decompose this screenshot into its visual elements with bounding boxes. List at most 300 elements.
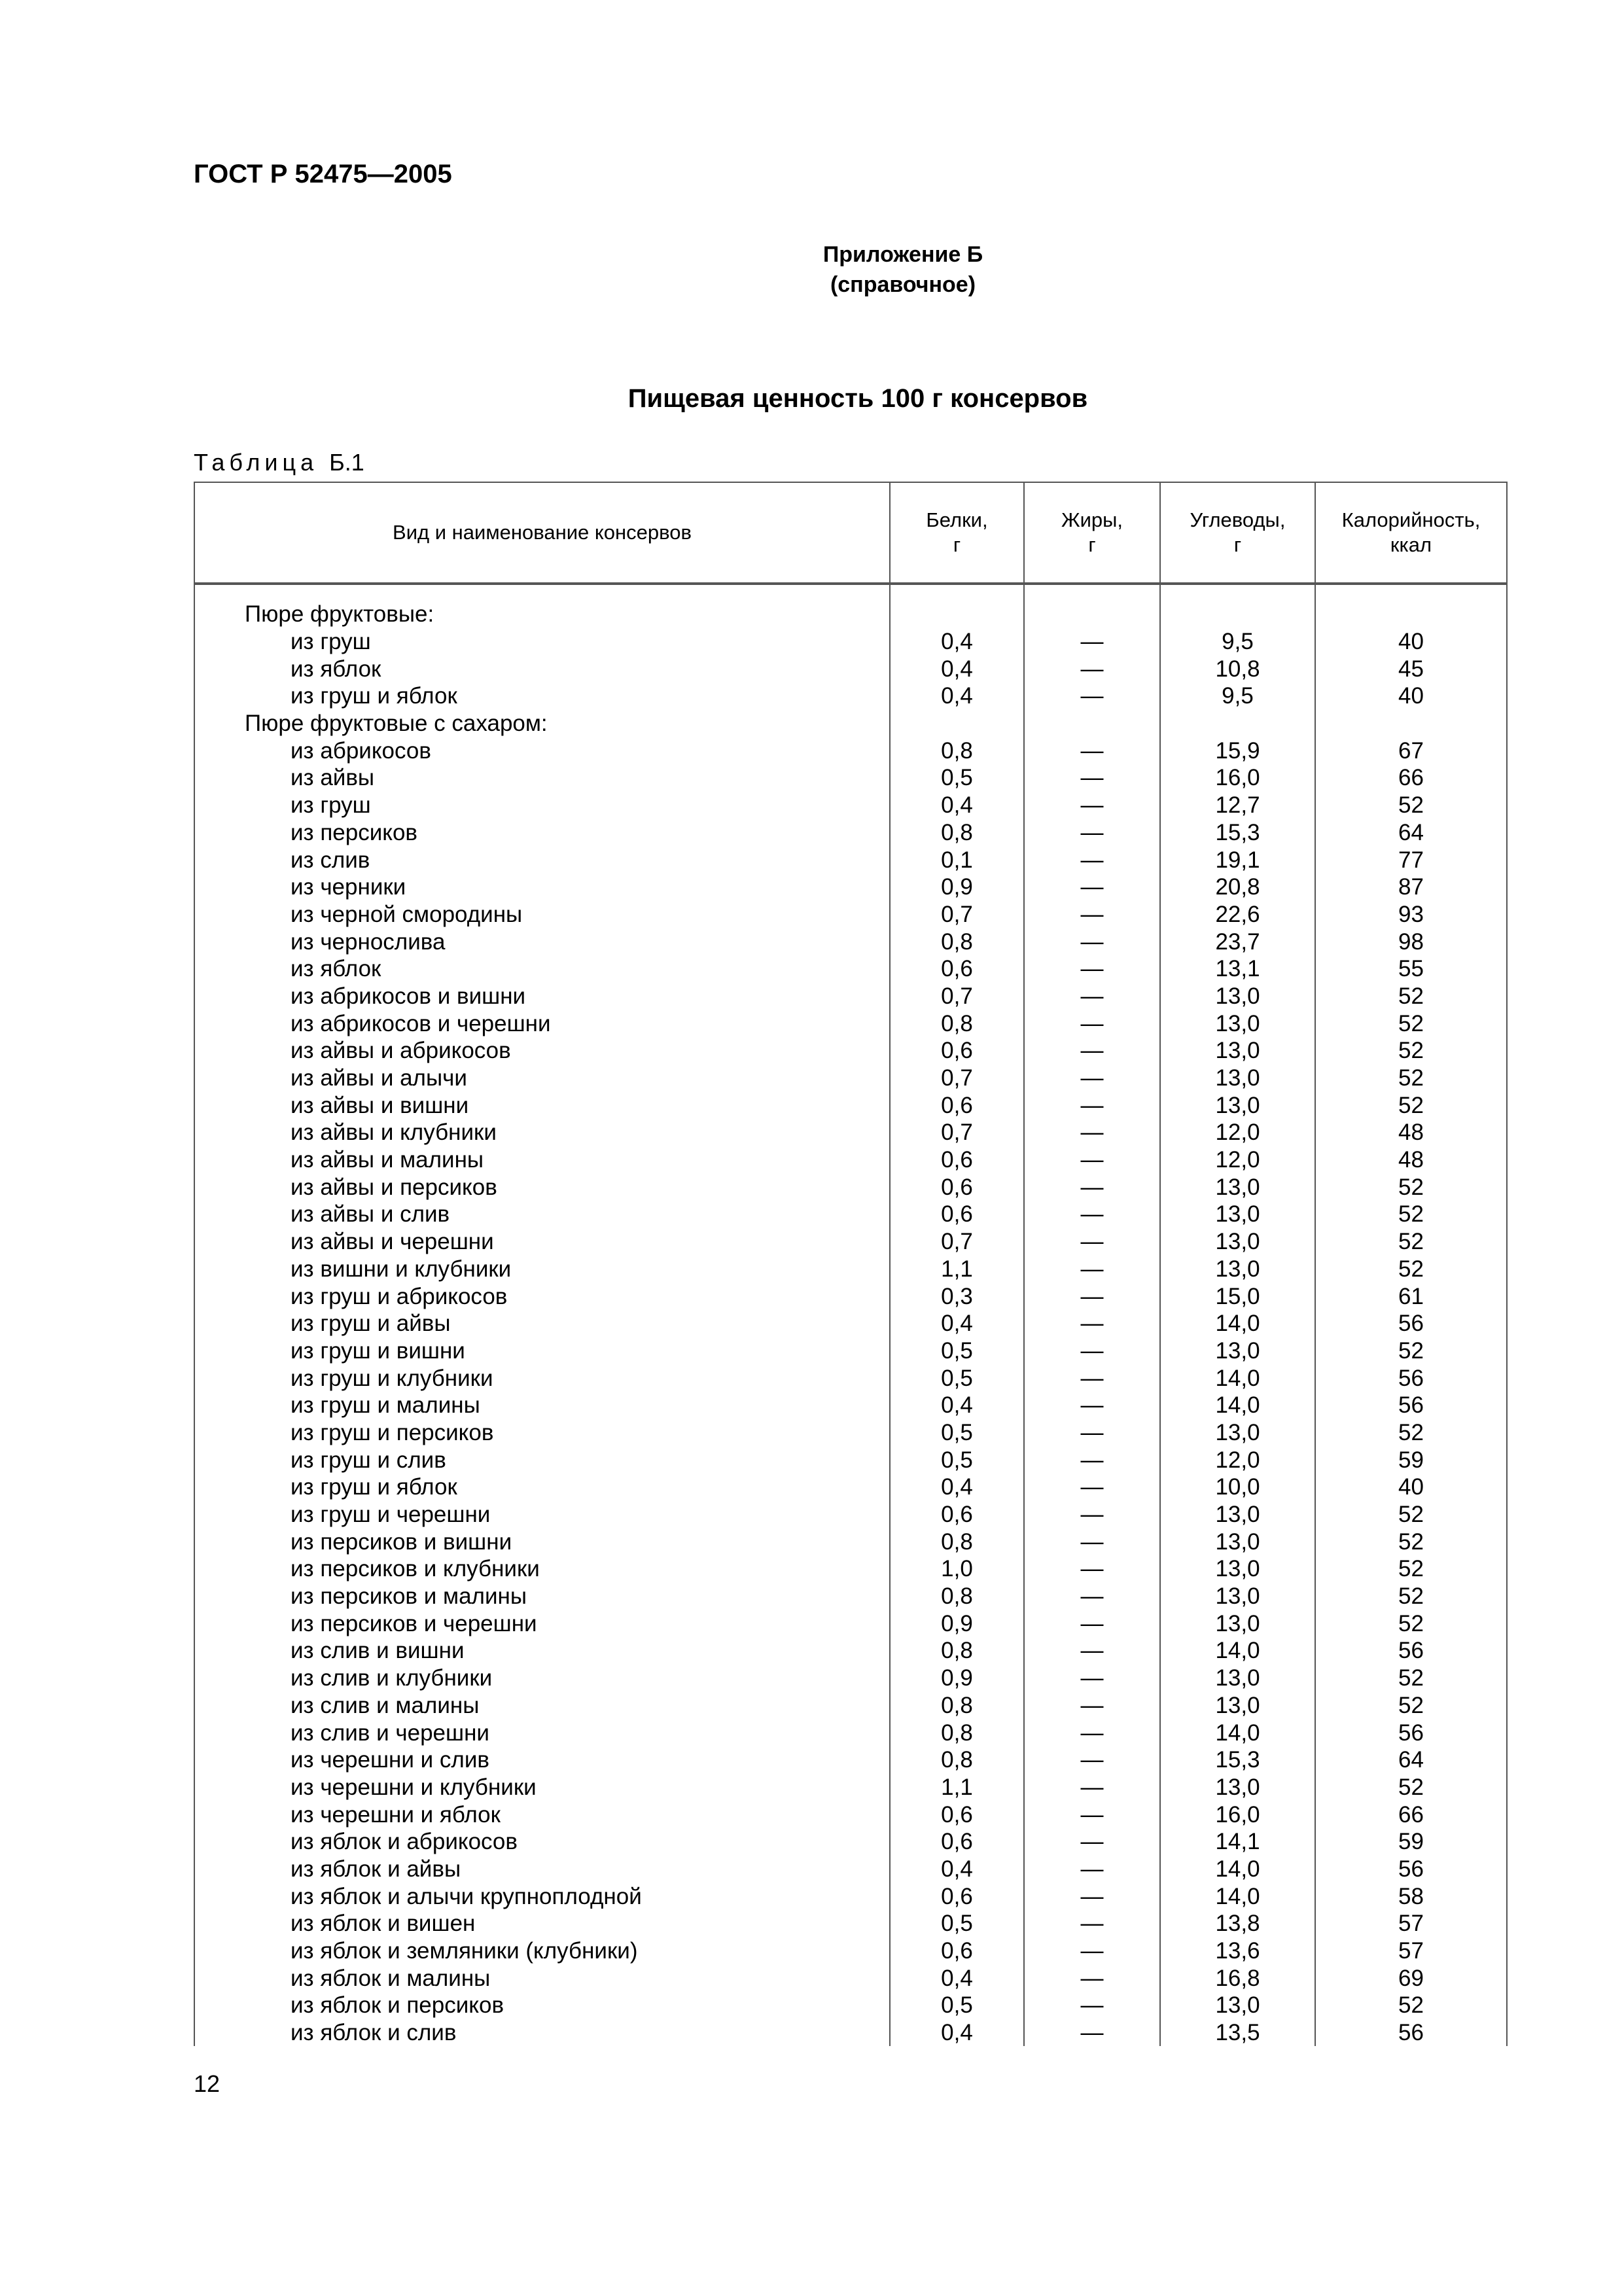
table-row xyxy=(194,1528,1507,1555)
cell-name: из айвы и слив xyxy=(194,1201,890,1228)
cell-name: из айвы и малины xyxy=(194,1146,890,1174)
cell-name: из черешни и клубники xyxy=(194,1774,890,1801)
cell-fat: — xyxy=(1024,1337,1160,1365)
cell-protein: 0,8 xyxy=(890,1637,1024,1665)
table-row xyxy=(194,874,1507,901)
cell-calories: 52 xyxy=(1315,1992,1507,2019)
table-row xyxy=(194,928,1507,955)
cell-calories xyxy=(1315,601,1507,628)
cell-carbs: 13,5 xyxy=(1160,2019,1315,2046)
cell-calories: 52 xyxy=(1315,1555,1507,1583)
cell-carbs: 13,0 xyxy=(1160,1173,1315,1201)
cell-calories: 48 xyxy=(1315,1119,1507,1146)
cell-name: из абрикосов и черешни xyxy=(194,1010,890,1037)
cell-calories: 56 xyxy=(1315,1364,1507,1392)
cell-calories: 56 xyxy=(1315,1392,1507,1419)
cell-name: из яблок и вишен xyxy=(194,1910,890,1937)
cell-name: из персиков и вишни xyxy=(194,1528,890,1555)
cell-fat: — xyxy=(1024,1419,1160,1447)
cell-fat: — xyxy=(1024,1801,1160,1828)
cell-carbs: 16,0 xyxy=(1160,1801,1315,1828)
cell-name: из груш и клубники xyxy=(194,1364,890,1392)
cell-calories: 52 xyxy=(1315,1201,1507,1228)
table-row xyxy=(194,1746,1507,1774)
cell-calories: 61 xyxy=(1315,1282,1507,1310)
cell-protein: 0,7 xyxy=(890,1119,1024,1146)
cell-name: из яблок и персиков xyxy=(194,1992,890,2019)
cell-carbs: 15,0 xyxy=(1160,1282,1315,1310)
table-row xyxy=(194,1964,1507,1992)
cell-calories: 69 xyxy=(1315,1964,1507,1992)
cell-carbs: 16,8 xyxy=(1160,1964,1315,1992)
cell-carbs: 19,1 xyxy=(1160,846,1315,874)
cell-fat: — xyxy=(1024,1065,1160,1092)
cell-calories: 52 xyxy=(1315,1037,1507,1065)
table-row xyxy=(194,1801,1507,1828)
cell-name: из груш и яблок xyxy=(194,682,890,710)
cell-calories: 58 xyxy=(1315,1882,1507,1910)
table-row xyxy=(194,2019,1507,2046)
table-row xyxy=(194,1774,1507,1801)
cell-carbs: 13,0 xyxy=(1160,1256,1315,1283)
cell-protein: 0,9 xyxy=(890,1610,1024,1637)
cell-carbs: 12,0 xyxy=(1160,1446,1315,1474)
cell-protein: 0,8 xyxy=(890,737,1024,764)
cell-protein: 0,4 xyxy=(890,655,1024,682)
cell-name: из айвы и черешни xyxy=(194,1228,890,1256)
cell-protein: 0,8 xyxy=(890,1692,1024,1720)
cell-protein: 1,1 xyxy=(890,1256,1024,1283)
cell-fat: — xyxy=(1024,1228,1160,1256)
cell-carbs: 13,0 xyxy=(1160,1037,1315,1065)
cell-carbs: 13,0 xyxy=(1160,1091,1315,1119)
cell-name: из груш и яблок xyxy=(194,1474,890,1501)
table-row xyxy=(194,1364,1507,1392)
cell-fat: — xyxy=(1024,983,1160,1010)
appendix-heading xyxy=(700,239,1106,300)
cell-carbs: 14,0 xyxy=(1160,1364,1315,1392)
cell-calories: 52 xyxy=(1315,1173,1507,1201)
cell-fat: — xyxy=(1024,1528,1160,1555)
table-row xyxy=(194,1692,1507,1720)
cell-fat: — xyxy=(1024,1010,1160,1037)
cell-protein: 0,8 xyxy=(890,928,1024,955)
cell-fat: — xyxy=(1024,1119,1160,1146)
cell-fat: — xyxy=(1024,1992,1160,2019)
cell-carbs: 13,1 xyxy=(1160,955,1315,983)
cell-name: из абрикосов xyxy=(194,737,890,764)
table-row xyxy=(194,1146,1507,1174)
cell-carbs: 14,0 xyxy=(1160,1310,1315,1337)
cell-fat: — xyxy=(1024,2019,1160,2046)
cell-calories: 56 xyxy=(1315,2019,1507,2046)
cell-carbs: 12,0 xyxy=(1160,1146,1315,1174)
cell-carbs: 10,0 xyxy=(1160,1474,1315,1501)
cell-calories: 52 xyxy=(1315,1228,1507,1256)
cell-carbs: 13,0 xyxy=(1160,1065,1315,1092)
cell-name: из персиков и клубники xyxy=(194,1555,890,1583)
cell-carbs: 15,3 xyxy=(1160,1746,1315,1774)
cell-protein: 0,4 xyxy=(890,1856,1024,1883)
cell-carbs: 14,0 xyxy=(1160,1856,1315,1883)
cell-name: из груш и черешни xyxy=(194,1501,890,1528)
cell-calories: 57 xyxy=(1315,1910,1507,1937)
table-row xyxy=(194,1119,1507,1146)
cell-protein: 0,3 xyxy=(890,1282,1024,1310)
table-row xyxy=(194,1856,1507,1883)
table-row xyxy=(194,1065,1507,1092)
cell-protein: 0,6 xyxy=(890,1828,1024,1856)
cell-name: из яблок и абрикосов xyxy=(194,1828,890,1856)
table-row xyxy=(194,792,1507,819)
cell-protein: 0,4 xyxy=(890,792,1024,819)
table-group-row xyxy=(194,710,1507,737)
table-row xyxy=(194,1583,1507,1610)
table-group-row xyxy=(194,601,1507,628)
cell-carbs: 9,5 xyxy=(1160,682,1315,710)
cell-name: Пюре фруктовые с сахаром: xyxy=(194,710,890,737)
cell-fat: — xyxy=(1024,1882,1160,1910)
cell-carbs: 13,0 xyxy=(1160,1665,1315,1692)
cell-fat: — xyxy=(1024,1665,1160,1692)
cell-carbs: 13,0 xyxy=(1160,1610,1315,1637)
cell-name: из груш и малины xyxy=(194,1392,890,1419)
cell-calories: 56 xyxy=(1315,1310,1507,1337)
cell-protein: 0,5 xyxy=(890,1992,1024,2019)
column-header-protein: Белки, г xyxy=(890,482,1024,584)
cell-fat: — xyxy=(1024,819,1160,847)
cell-calories: 52 xyxy=(1315,1256,1507,1283)
cell-carbs: 13,0 xyxy=(1160,1201,1315,1228)
cell-carbs: 20,8 xyxy=(1160,874,1315,901)
cell-fat: — xyxy=(1024,1637,1160,1665)
cell-carbs: 14,0 xyxy=(1160,1637,1315,1665)
cell-carbs: 13,0 xyxy=(1160,1555,1315,1583)
cell-calories: 48 xyxy=(1315,1146,1507,1174)
cell-calories: 87 xyxy=(1315,874,1507,901)
table-row xyxy=(194,1201,1507,1228)
cell-name: из груш и персиков xyxy=(194,1419,890,1447)
cell-protein: 0,5 xyxy=(890,764,1024,792)
cell-calories: 57 xyxy=(1315,1937,1507,1965)
table-row xyxy=(194,655,1507,682)
cell-carbs: 12,0 xyxy=(1160,1119,1315,1146)
cell-protein: 0,8 xyxy=(890,819,1024,847)
table-row xyxy=(194,1091,1507,1119)
cell-fat: — xyxy=(1024,1828,1160,1856)
table-row xyxy=(194,901,1507,928)
cell-fat: — xyxy=(1024,764,1160,792)
column-header-carbs: Углеводы, г xyxy=(1160,482,1315,584)
cell-name: из черники xyxy=(194,874,890,901)
cell-fat: — xyxy=(1024,846,1160,874)
cell-name: из яблок и малины xyxy=(194,1964,890,1992)
cell-carbs: 22,6 xyxy=(1160,901,1315,928)
table-row xyxy=(194,628,1507,656)
cell-calories: 45 xyxy=(1315,655,1507,682)
cell-protein: 0,6 xyxy=(890,1173,1024,1201)
cell-protein: 0,5 xyxy=(890,1446,1024,1474)
cell-calories: 56 xyxy=(1315,1856,1507,1883)
cell-name: из яблок xyxy=(194,955,890,983)
column-header-name: Вид и наименование консервов xyxy=(194,482,890,584)
cell-protein: 0,7 xyxy=(890,983,1024,1010)
table-row xyxy=(194,1256,1507,1283)
page-number: 12 xyxy=(194,2070,221,2097)
cell-fat: — xyxy=(1024,682,1160,710)
cell-name: Пюре фруктовые: xyxy=(194,601,890,628)
column-header-fat: Жиры, г xyxy=(1024,482,1160,584)
cell-fat: — xyxy=(1024,874,1160,901)
cell-calories: 64 xyxy=(1315,1746,1507,1774)
cell-protein: 0,6 xyxy=(890,1501,1024,1528)
table-body xyxy=(194,584,1507,2046)
table-row xyxy=(194,1446,1507,1474)
cell-fat: — xyxy=(1024,1392,1160,1419)
cell-fat: — xyxy=(1024,928,1160,955)
table-row xyxy=(194,1310,1507,1337)
cell-carbs: 13,0 xyxy=(1160,983,1315,1010)
cell-protein xyxy=(890,710,1024,737)
table-row xyxy=(194,1610,1507,1637)
cell-name: из персиков xyxy=(194,819,890,847)
cell-fat: — xyxy=(1024,1364,1160,1392)
cell-calories: 52 xyxy=(1315,983,1507,1010)
cell-name: из айвы xyxy=(194,764,890,792)
cell-fat: — xyxy=(1024,1910,1160,1937)
cell-name: из груш xyxy=(194,792,890,819)
table-row xyxy=(194,1637,1507,1665)
cell-name: из груш и абрикосов xyxy=(194,1282,890,1310)
table-row xyxy=(194,983,1507,1010)
cell-calories: 40 xyxy=(1315,628,1507,656)
cell-calories: 52 xyxy=(1315,1091,1507,1119)
table-row xyxy=(194,1282,1507,1310)
cell-carbs: 10,8 xyxy=(1160,655,1315,682)
cell-carbs: 15,3 xyxy=(1160,819,1315,847)
cell-carbs: 13,0 xyxy=(1160,1692,1315,1720)
table-row xyxy=(194,764,1507,792)
cell-name: из айвы и вишни xyxy=(194,1091,890,1119)
cell-name: из груш и айвы xyxy=(194,1310,890,1337)
cell-fat: — xyxy=(1024,1201,1160,1228)
cell-name: из вишни и клубники xyxy=(194,1256,890,1283)
cell-name: из айвы и алычи xyxy=(194,1065,890,1092)
table-row xyxy=(194,1419,1507,1447)
cell-fat: — xyxy=(1024,955,1160,983)
cell-calories: 59 xyxy=(1315,1828,1507,1856)
cell-calories: 56 xyxy=(1315,1637,1507,1665)
cell-fat: — xyxy=(1024,1856,1160,1883)
cell-calories: 56 xyxy=(1315,1719,1507,1746)
cell-carbs: 16,0 xyxy=(1160,764,1315,792)
table-row xyxy=(194,819,1507,847)
cell-calories: 40 xyxy=(1315,682,1507,710)
cell-calories: 67 xyxy=(1315,737,1507,764)
cell-carbs: 9,5 xyxy=(1160,628,1315,656)
cell-name: из айвы и персиков xyxy=(194,1173,890,1201)
cell-calories: 52 xyxy=(1315,1610,1507,1637)
table-row xyxy=(194,1910,1507,1937)
cell-name: из груш xyxy=(194,628,890,656)
cell-fat: — xyxy=(1024,1610,1160,1637)
cell-protein: 0,8 xyxy=(890,1010,1024,1037)
cell-protein: 0,1 xyxy=(890,846,1024,874)
appendix-type: (справочное) xyxy=(830,272,976,297)
cell-calories: 52 xyxy=(1315,1528,1507,1555)
cell-calories: 52 xyxy=(1315,792,1507,819)
cell-name: из яблок xyxy=(194,655,890,682)
cell-calories: 66 xyxy=(1315,764,1507,792)
cell-carbs: 13,0 xyxy=(1160,1228,1315,1256)
table-header-row xyxy=(194,482,1507,584)
cell-carbs: 13,0 xyxy=(1160,1419,1315,1447)
cell-fat: — xyxy=(1024,1719,1160,1746)
cell-protein: 0,4 xyxy=(890,2019,1024,2046)
cell-carbs: 13,6 xyxy=(1160,1937,1315,1965)
cell-name: из черной смородины xyxy=(194,901,890,928)
cell-calories: 52 xyxy=(1315,1665,1507,1692)
table-row xyxy=(194,1719,1507,1746)
cell-carbs: 14,0 xyxy=(1160,1719,1315,1746)
cell-fat: — xyxy=(1024,1555,1160,1583)
cell-calories: 40 xyxy=(1315,1474,1507,1501)
cell-calories: 77 xyxy=(1315,846,1507,874)
cell-calories: 59 xyxy=(1315,1446,1507,1474)
cell-protein: 0,7 xyxy=(890,901,1024,928)
table-row xyxy=(194,1665,1507,1692)
cell-fat: — xyxy=(1024,1091,1160,1119)
document-code: ГОСТ Р 52475—2005 xyxy=(194,160,452,188)
cell-protein: 0,6 xyxy=(890,1037,1024,1065)
cell-carbs: 15,9 xyxy=(1160,737,1315,764)
cell-protein: 0,4 xyxy=(890,1392,1024,1419)
cell-protein: 0,6 xyxy=(890,1146,1024,1174)
appendix-title: Приложение Б xyxy=(822,242,983,267)
table-row xyxy=(194,1173,1507,1201)
cell-carbs: 13,0 xyxy=(1160,1337,1315,1365)
cell-protein xyxy=(890,601,1024,628)
table-row xyxy=(194,682,1507,710)
cell-protein: 0,8 xyxy=(890,1719,1024,1746)
cell-calories: 52 xyxy=(1315,1692,1507,1720)
cell-fat: — xyxy=(1024,1774,1160,1801)
cell-protein: 0,9 xyxy=(890,874,1024,901)
cell-carbs xyxy=(1160,710,1315,737)
cell-calories: 52 xyxy=(1315,1010,1507,1037)
table-row xyxy=(194,737,1507,764)
cell-protein: 0,8 xyxy=(890,1528,1024,1555)
cell-protein: 0,4 xyxy=(890,1310,1024,1337)
table-row xyxy=(194,1228,1507,1256)
table-label-word: Таблица xyxy=(194,449,319,476)
cell-name: из слив и черешни xyxy=(194,1719,890,1746)
table-row xyxy=(194,1882,1507,1910)
cell-fat: — xyxy=(1024,1964,1160,1992)
cell-fat: — xyxy=(1024,1746,1160,1774)
cell-fat: — xyxy=(1024,1256,1160,1283)
table-row xyxy=(194,1037,1507,1065)
cell-calories xyxy=(1315,710,1507,737)
column-header-calories: Калорийность, ккал xyxy=(1315,482,1507,584)
cell-protein: 0,5 xyxy=(890,1419,1024,1447)
table-row xyxy=(194,1474,1507,1501)
cell-name: из черешни и яблок xyxy=(194,1801,890,1828)
table-row xyxy=(194,1392,1507,1419)
cell-calories: 52 xyxy=(1315,1583,1507,1610)
cell-name: из слив и вишни xyxy=(194,1637,890,1665)
cell-fat: — xyxy=(1024,1446,1160,1474)
cell-fat: — xyxy=(1024,1310,1160,1337)
cell-name: из слив xyxy=(194,846,890,874)
cell-protein: 0,6 xyxy=(890,1091,1024,1119)
table-row xyxy=(194,955,1507,983)
cell-calories: 52 xyxy=(1315,1419,1507,1447)
cell-carbs: 13,0 xyxy=(1160,1528,1315,1555)
cell-protein: 0,4 xyxy=(890,1964,1024,1992)
cell-fat: — xyxy=(1024,1937,1160,1965)
cell-calories: 93 xyxy=(1315,901,1507,928)
cell-fat: — xyxy=(1024,1146,1160,1174)
cell-calories: 64 xyxy=(1315,819,1507,847)
cell-protein: 1,1 xyxy=(890,1774,1024,1801)
cell-fat: — xyxy=(1024,655,1160,682)
cell-carbs: 13,0 xyxy=(1160,1774,1315,1801)
cell-protein: 0,9 xyxy=(890,1665,1024,1692)
cell-name: из груш и вишни xyxy=(194,1337,890,1365)
cell-carbs: 13,0 xyxy=(1160,1583,1315,1610)
cell-fat: — xyxy=(1024,1474,1160,1501)
cell-calories: 52 xyxy=(1315,1065,1507,1092)
cell-protein: 0,7 xyxy=(890,1228,1024,1256)
cell-name: из персиков и малины xyxy=(194,1583,890,1610)
table-row xyxy=(194,1555,1507,1583)
cell-protein: 0,6 xyxy=(890,1201,1024,1228)
cell-fat: — xyxy=(1024,1037,1160,1065)
cell-protein: 0,6 xyxy=(890,1882,1024,1910)
table-row xyxy=(194,1501,1507,1528)
cell-protein: 0,8 xyxy=(890,1746,1024,1774)
cell-carbs: 14,1 xyxy=(1160,1828,1315,1856)
cell-protein: 0,6 xyxy=(890,1801,1024,1828)
nutrition-table xyxy=(194,482,1508,2046)
cell-calories: 98 xyxy=(1315,928,1507,955)
cell-calories: 52 xyxy=(1315,1337,1507,1365)
cell-protein: 0,6 xyxy=(890,955,1024,983)
table-row xyxy=(194,1337,1507,1365)
cell-name: из чернослива xyxy=(194,928,890,955)
cell-carbs: 14,0 xyxy=(1160,1392,1315,1419)
table-number: Б.1 xyxy=(329,449,364,476)
cell-carbs xyxy=(1160,601,1315,628)
cell-carbs: 12,7 xyxy=(1160,792,1315,819)
table-row xyxy=(194,1010,1507,1037)
cell-protein: 1,0 xyxy=(890,1555,1024,1583)
cell-calories: 55 xyxy=(1315,955,1507,983)
cell-protein: 0,8 xyxy=(890,1583,1024,1610)
cell-name: из яблок и земляники (клубники) xyxy=(194,1937,890,1965)
cell-fat: — xyxy=(1024,901,1160,928)
cell-carbs: 23,7 xyxy=(1160,928,1315,955)
cell-fat: — xyxy=(1024,1692,1160,1720)
cell-carbs: 13,8 xyxy=(1160,1910,1315,1937)
cell-carbs: 14,0 xyxy=(1160,1882,1315,1910)
cell-fat: — xyxy=(1024,1501,1160,1528)
cell-name: из яблок и айвы xyxy=(194,1856,890,1883)
cell-fat: — xyxy=(1024,628,1160,656)
table-row xyxy=(194,846,1507,874)
cell-name: из айвы и абрикосов xyxy=(194,1037,890,1065)
